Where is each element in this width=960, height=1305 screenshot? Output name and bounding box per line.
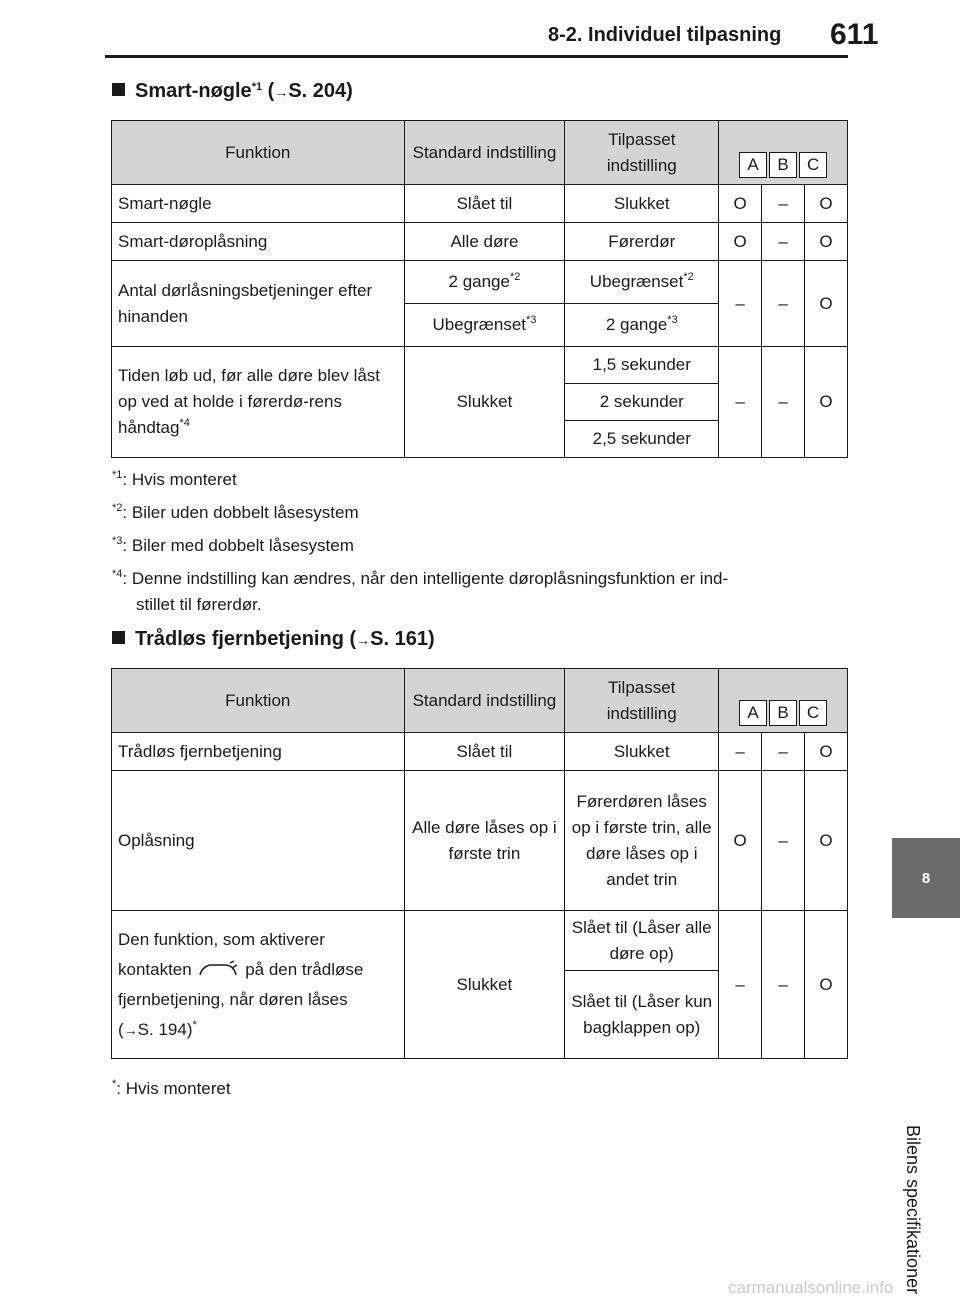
col-standard: Standard indstilling xyxy=(404,669,565,733)
section-title-smart-key: Smart-nøgle$^{*1}$ (→S. 204) xyxy=(112,80,353,103)
col-abc xyxy=(719,121,848,185)
standard-value: Ubegrænset xyxy=(432,315,527,334)
cell-standard: Slået til xyxy=(404,733,565,771)
cell-b: – xyxy=(762,733,805,771)
cell-standard: Alle døre låses op i første trin xyxy=(404,771,565,911)
col-function: Funktion xyxy=(112,669,405,733)
cell-function xyxy=(112,347,405,458)
function-line: fjernbetjening, når døren låses xyxy=(118,989,348,1009)
cell-custom: Førerdør xyxy=(565,223,719,261)
cell-custom: Slået til (Låser kun bagklappen op) xyxy=(565,971,719,1059)
table-row xyxy=(112,911,848,971)
table-header-row xyxy=(112,669,848,733)
function-line: kontakten xyxy=(118,959,192,979)
footnote-mark: *3 xyxy=(112,535,123,547)
footnote-mark: * xyxy=(112,1078,117,1090)
cell-function: Trådløs fjernbetjening xyxy=(112,733,405,771)
cell-c: O xyxy=(805,733,848,771)
cell-c: O xyxy=(805,771,848,911)
car-lock-icon xyxy=(196,959,240,981)
footnote-ref: *3 xyxy=(526,314,537,326)
section-title-text: Trådløs fjernbetjening ( xyxy=(135,628,357,650)
cell-function: Oplåsning xyxy=(112,771,405,911)
col-custom: Tilpasset indstilling xyxy=(565,121,719,185)
footnote-mark: *1 xyxy=(112,469,123,481)
chapter-label xyxy=(903,925,927,1295)
cell-custom xyxy=(565,261,719,304)
table-row xyxy=(112,733,848,771)
footnote-text: : Denne indstilling kan ændres, når den intelligente døroplåsningsfunktion er ind- xyxy=(122,569,729,588)
footnote-2 xyxy=(112,500,359,526)
cell-a: – xyxy=(719,733,762,771)
chapter-tab[interactable]: 8 xyxy=(892,838,960,918)
cell-b: – xyxy=(762,223,805,261)
col-standard: Standard indstilling xyxy=(404,121,565,185)
cell-custom: 2 sekunder xyxy=(565,384,719,421)
footnote-text: : Biler uden dobbelt låsesystem xyxy=(122,503,359,522)
cell-standard xyxy=(404,304,565,347)
bullet-square-icon xyxy=(112,631,125,644)
function-line: på den trådløse xyxy=(245,959,364,979)
cell-custom: Slukket xyxy=(565,185,719,223)
cell-a: – xyxy=(719,347,762,458)
footnote-mark: *2 xyxy=(112,502,123,514)
page-reference-link[interactable]: S. 161) xyxy=(370,628,435,650)
cell-standard xyxy=(404,261,565,304)
cell-function: Smart-nøgle xyxy=(112,185,405,223)
page-reference-link[interactable]: S. 204) xyxy=(288,80,353,102)
cell-custom: Slået til (Låser alle døre op) xyxy=(565,911,719,971)
cell-c: O xyxy=(805,911,848,1059)
function-text: Tiden løb ud, før alle døre blev låst op ved at holde i førerdø-rens håndtag xyxy=(118,366,381,437)
header-rule xyxy=(105,55,848,58)
col-abc xyxy=(719,669,848,733)
watermark: carmanualsonline.info xyxy=(728,1278,894,1297)
cell-a: O xyxy=(719,223,762,261)
cell-standard: Slukket xyxy=(404,911,565,1059)
cell-custom: Førerdøren låses op i første trin, alle døre låses op i andet trin xyxy=(565,771,719,911)
footnote-ref: *2 xyxy=(509,271,521,283)
cell-function: Antal dørlåsningsbetjeninger efter hinanden xyxy=(112,261,405,347)
footnote-ref: * xyxy=(192,1018,197,1031)
section-title-text: Smart-nøgle xyxy=(135,80,252,102)
footnote-asterisk xyxy=(112,1076,231,1102)
custom-value: Ubegrænset xyxy=(589,272,684,291)
col-c-label: C xyxy=(799,700,827,726)
cell-standard: Alle døre xyxy=(404,223,565,261)
function-line: Den funktion, som aktiverer xyxy=(118,929,325,949)
cell-a: O xyxy=(719,185,762,223)
cell-c: O xyxy=(805,223,848,261)
cell-standard: Slået til xyxy=(404,185,565,223)
standard-value: 2 gange xyxy=(448,272,510,291)
table-row xyxy=(112,347,848,384)
smart-key-table xyxy=(111,120,848,458)
cell-custom: 2,5 sekunder xyxy=(565,421,719,458)
cell-c: O xyxy=(805,185,848,223)
cell-b: – xyxy=(762,771,805,911)
cell-c: O xyxy=(805,347,848,458)
table-row xyxy=(112,771,848,911)
section-title-wireless-remote xyxy=(112,628,435,651)
footnote-text: : Biler med dobbelt låsesystem xyxy=(122,536,354,555)
wireless-remote-table xyxy=(111,668,848,1059)
col-a-label: A xyxy=(739,700,767,726)
col-b-label: B xyxy=(769,700,797,726)
cell-function: Smart-døroplåsning xyxy=(112,223,405,261)
header-section-title: 8-2. Individuel tilpasning xyxy=(548,24,782,46)
cell-b: – xyxy=(762,185,805,223)
cell-b: – xyxy=(762,911,805,1059)
cell-c: O xyxy=(805,261,848,347)
page-number: 611 xyxy=(830,18,879,51)
col-c-label: C xyxy=(799,152,827,178)
bullet-square-icon xyxy=(112,83,125,96)
cell-custom xyxy=(565,304,719,347)
page-reference-link[interactable]: S. 194) xyxy=(137,1019,193,1039)
cell-custom: Slukket xyxy=(565,733,719,771)
arrow-icon: → xyxy=(123,1021,138,1038)
cell-a: – xyxy=(719,911,762,1059)
cell-function: Den funktion, som aktiverer kontakten på den trådløse fjernbetjening, når døren låses (→S. 194)* xyxy=(112,911,405,1059)
custom-value: 2 gange xyxy=(605,315,668,334)
cell-custom: 1,5 sekunder xyxy=(565,347,719,384)
col-custom: Tilpasset indstilling xyxy=(565,669,719,733)
cell-a: – xyxy=(719,261,762,347)
footnote-ref: *2 xyxy=(683,271,694,283)
footnote-ref: *4 xyxy=(179,417,190,429)
footnote-3 xyxy=(112,533,354,559)
table-row xyxy=(112,261,848,304)
cell-b: – xyxy=(762,347,805,458)
table-row xyxy=(112,223,848,261)
footnote-mark: *4 xyxy=(112,568,123,580)
footnote-text-continued: stillet til førerdør. xyxy=(136,595,262,614)
arrow-icon: → xyxy=(356,632,371,648)
footnote-text: : Hvis monteret xyxy=(116,1079,231,1098)
col-a-label: A xyxy=(739,152,767,178)
table-header-row xyxy=(112,121,848,185)
arrow-icon: → xyxy=(274,84,289,100)
cell-standard: Slukket xyxy=(404,347,565,458)
col-b-label: B xyxy=(769,152,797,178)
footnote-ref: *1 xyxy=(251,81,263,93)
cell-b: – xyxy=(762,261,805,347)
footnote-1 xyxy=(112,467,237,493)
chapter-label-text: Bilens specifikationer xyxy=(903,1125,923,1295)
col-function: Funktion xyxy=(112,121,405,185)
footnote-text: : Hvis monteret xyxy=(122,470,237,489)
footnote-4 xyxy=(112,566,852,618)
table-row xyxy=(112,185,848,223)
footnote-ref: *3 xyxy=(667,314,678,326)
cell-a: O xyxy=(719,771,762,911)
